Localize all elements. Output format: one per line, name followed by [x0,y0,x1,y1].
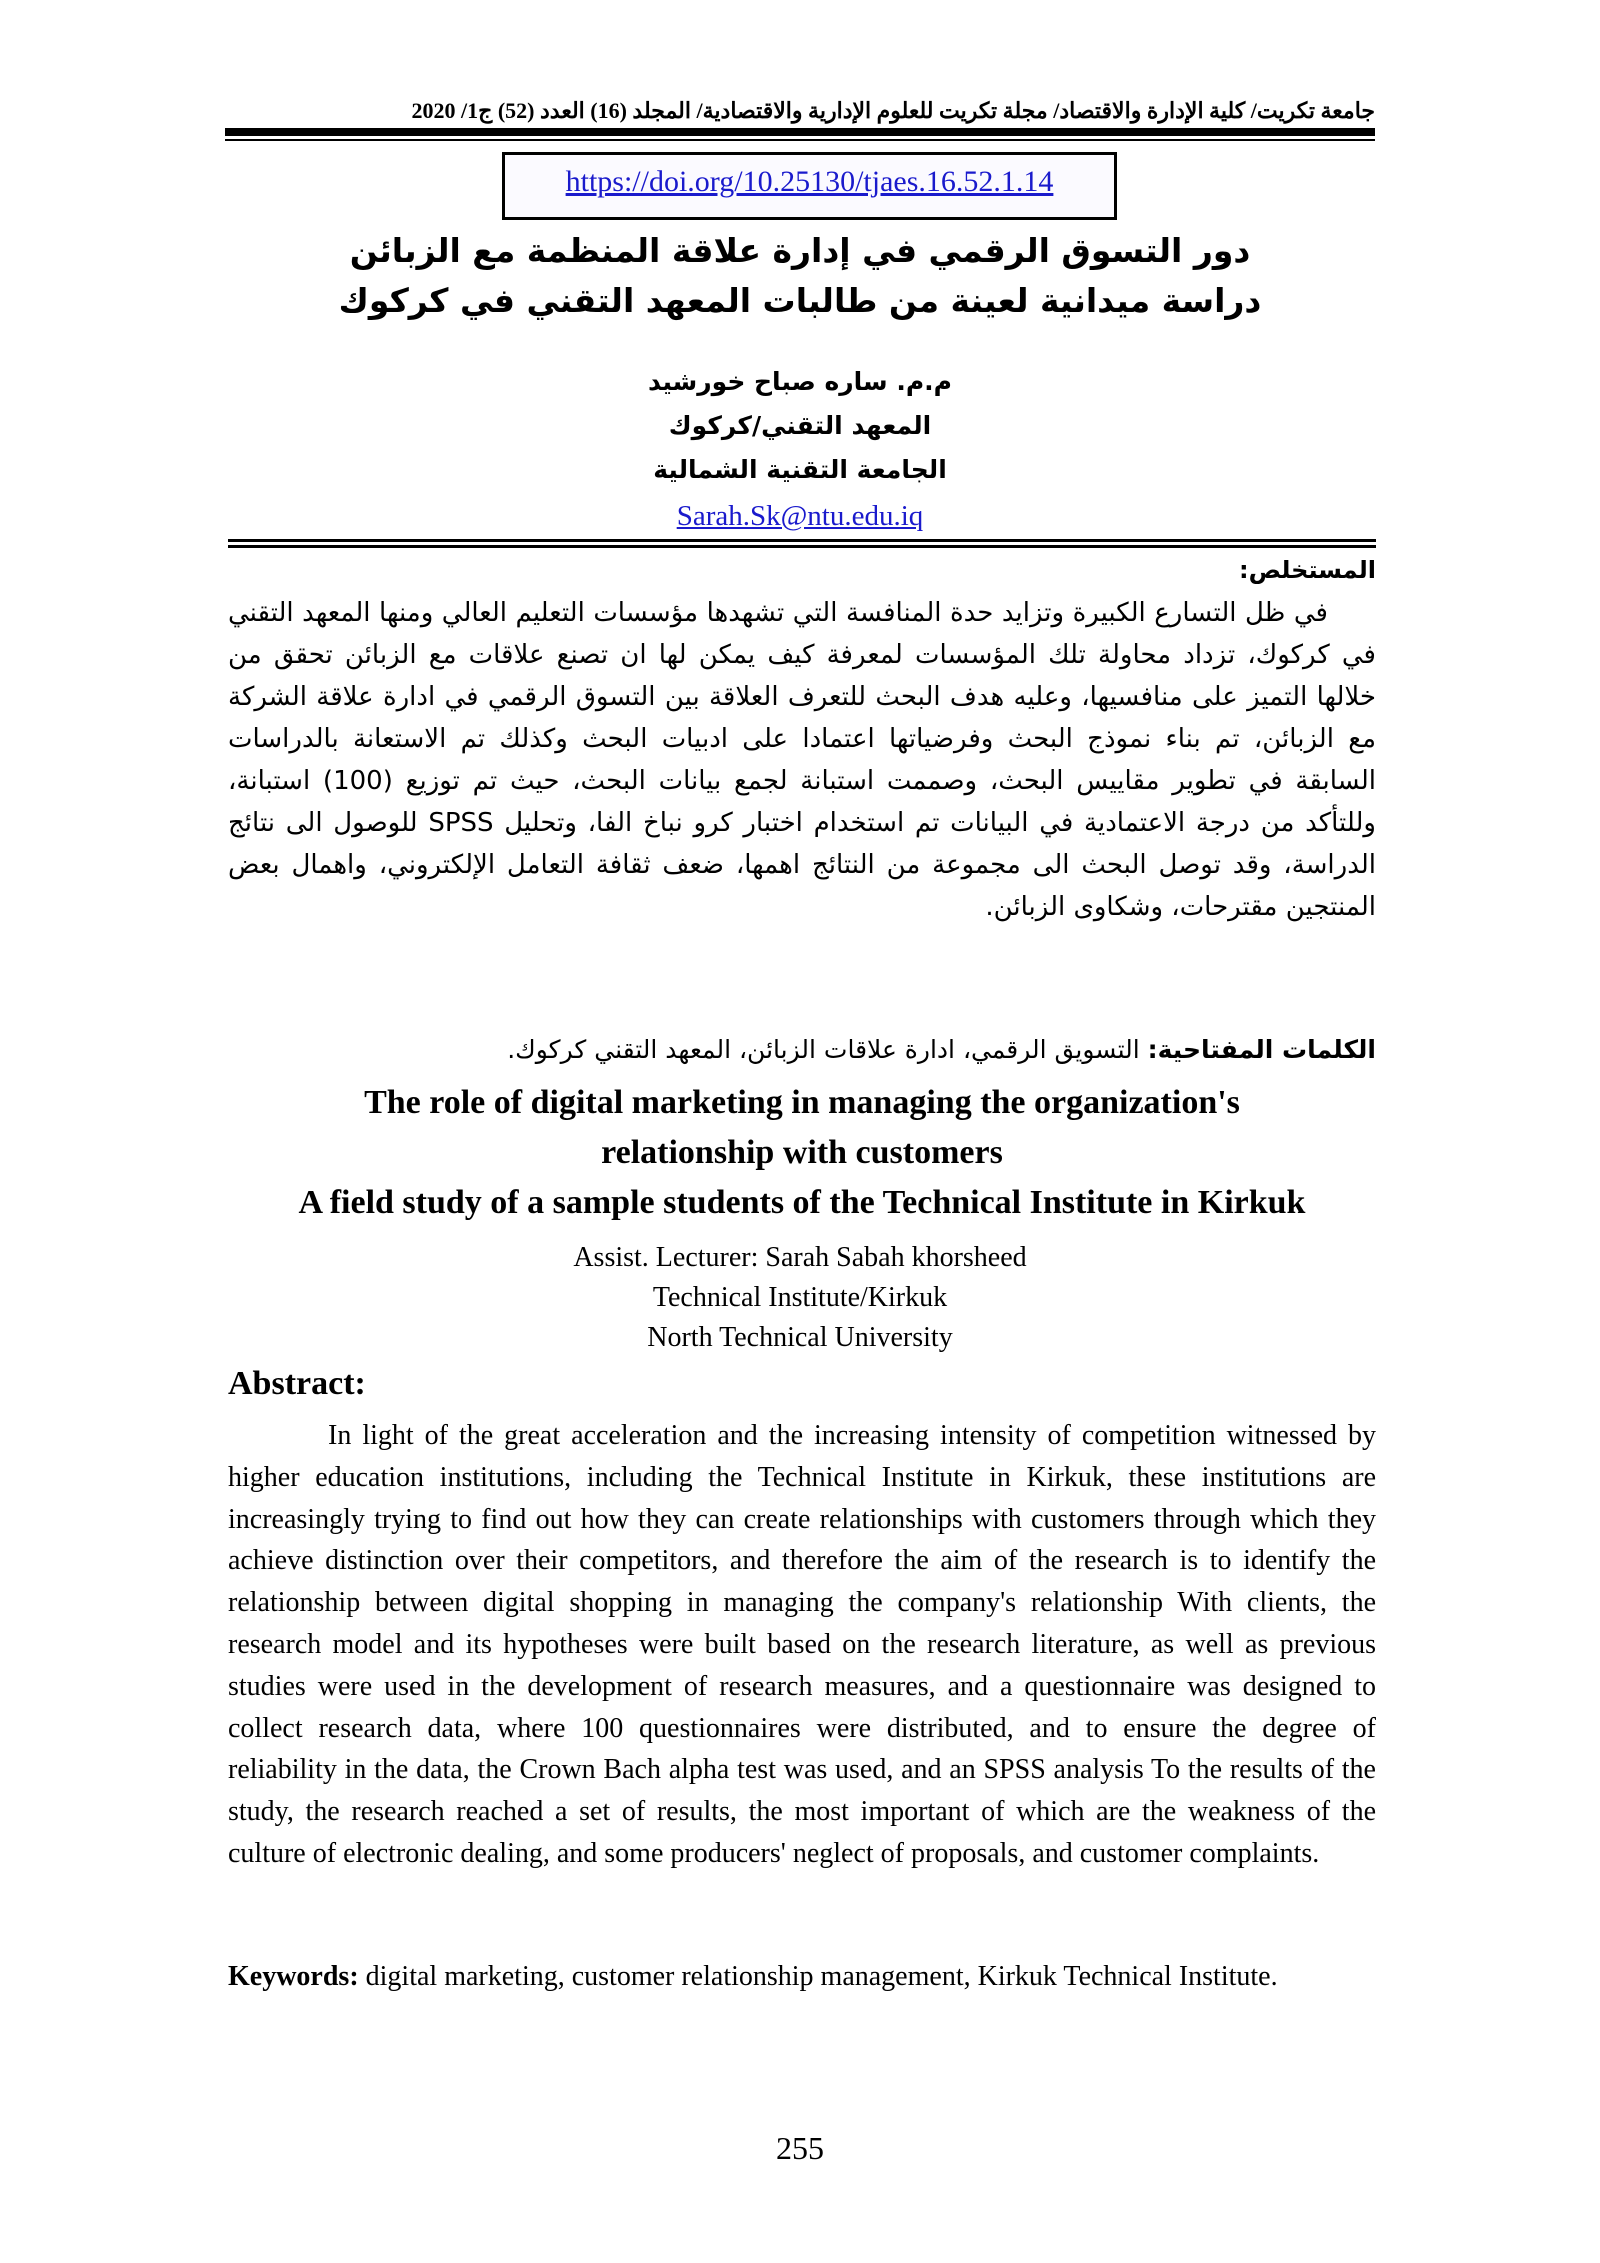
journal-header: جامعة تكريت/ كلية الإدارة والاقتصاد/ مجلة تكريت للعلوم الإدارية والاقتصادية/ المجلد (16) العدد (52) ج1/ 2020 [411,98,1375,123]
section-rule-top [228,539,1376,542]
english-author-block [400,1238,1200,1358]
doi-link[interactable]: https://doi.org/10.25130/tjaes.16.52.1.14 [565,165,1054,198]
arabic-abstract-heading: المستخلص: [1239,556,1376,584]
arabic-title [300,226,1300,326]
english-affiliation-university: North Technical University [647,1322,953,1353]
arabic-title-line-1: دور التسوق الرقمي في إدارة علاقة المنظمة مع الزبائن [349,231,1251,270]
english-keywords [228,1956,1376,1998]
english-title-line-2: relationship with customers [601,1134,1003,1171]
arabic-affiliation-university: الجامعة التقنية الشمالية [653,455,947,484]
arabic-abstract-body: في ظل التسارع الكبيرة وتزايد حدة المنافسة التي تشهدها مؤسسات التعليم العالي ومنها المعهد التقني في كركوك، تزداد محاولة تلك المؤسسات لمعرفة كيف يمكن لها ان تصنع علاقات مع الزبائن تحقق من خلالها التميز على منافسيها، وعليه هدف البحث للتعرف العلاقة بين التسوق الرقمي في ادارة علاقة الشركة مع الزبائن، تم بناء نموذج البحث وفرضياتها اعتمادا على ادبيات البحث وكذلك تم الاستعانة بالدراسات السابقة في تطوير مقاييس البحث، وصممت استبانة لجمع بيانات البحث، حيث تم توزيع (100) استبانة، وللتأكد من درجة الاعتمادية في البيانات تم استخدام اختبار كرو نباخ الفا، وتحليل SPSS للوصول الى نتائج الدراسة، وقد توصل البحث الى مجموعة من النتائج اهمها، ضعف ثقافة التعامل الإلكتروني، واهمال بعض المنتجين مقترحات، وشكاوى الزبائن. [228,598,1376,922]
arabic-affiliation-institute: المعهد التقني/كركوك [668,411,932,440]
section-rule-bottom [228,545,1376,548]
arabic-keywords-text: التسويق الرقمي، ادارة علاقات الزبائن، المعهد التقني كركوك. [507,1035,1148,1064]
arabic-author-block [500,360,1100,492]
english-keywords-text: digital marketing, customer relationship management, Kirkuk Technical Institute. [358,1961,1278,1992]
english-abstract-body: In light of the great acceleration and the increasing intensity of competition witnessed by higher education institutions, including the Technical Institute in Kirkuk, these institutions are increasingly trying to find out how they can create relationships with customers through which they achieve distinction over their competitors, and therefore the aim of the research is to identify the relationship between digital shopping in managing the company's relationship With clients, the research model and its hypotheses were built based on the research literature, as well as previous studies were used in the development of research measures, and a questionnaire was designed to collect research data, where 100 questionnaires were distributed, and to ensure the degree of reliability in the data, the Crown Bach alpha test was used, and an SPSS analysis To the results of the study, the research reached a set of results, the most important of which are the weakness of the culture of electronic dealing, and some producers' neglect of proposals, and customer complaints. [228,1420,1376,1869]
english-abstract-heading: Abstract: [228,1365,366,1402]
english-keywords-label: Keywords: [228,1961,359,1992]
header-rule-thick [225,128,1375,136]
author-email-link [500,500,1100,533]
arabic-keywords [228,1032,1376,1068]
header-rule-thin [225,139,1375,141]
english-title-line-1: The role of digital marketing in managing the organization's [364,1084,1240,1121]
arabic-author-name: م.م. ساره صباح خورشيد [648,367,952,396]
english-title [228,1078,1376,1228]
english-author-name: Assist. Lecturer: Sarah Sabah khorsheed [573,1242,1027,1273]
english-title-line-3: A field study of a sample students of the Technical Institute in Kirkuk [298,1184,1306,1221]
english-affiliation-institute: Technical Institute/Kirkuk [652,1282,948,1313]
arabic-title-line-2: دراسة ميدانية لعينة من طالبات المعهد التقني في كركوك [338,281,1262,320]
doi-box [502,152,1117,220]
page-number: 255 [776,2130,824,2166]
arabic-keywords-label: الكلمات المفتاحية: [1147,1035,1376,1064]
email-link[interactable]: Sarah.Sk@ntu.edu.iq [676,500,924,532]
